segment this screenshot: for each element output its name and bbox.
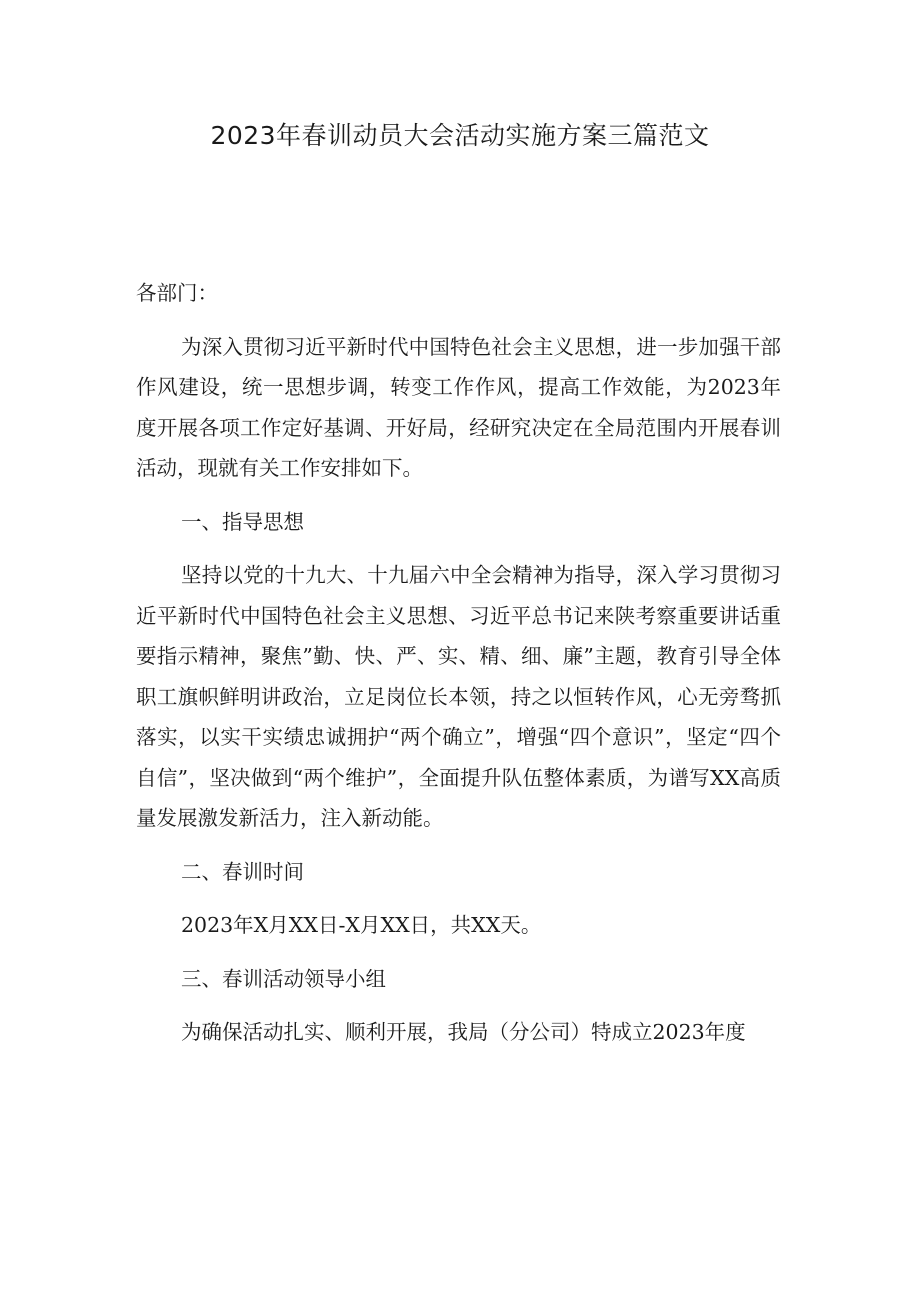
- section-heading-training-time: 二、春训时间: [181, 859, 304, 884]
- section-heading-leading-group: 三、春训活动领导小组: [181, 966, 386, 991]
- document-title: 2023年春训动员大会活动实施方案三篇范文: [210, 121, 710, 150]
- paragraph-intro: 为深入贯彻习近平新时代中国特色社会主义思想，进一步加强干部作风建设，统一思想步调，转变工作作风，提高工作效能，为2023年度开展各项工作定好基调、开好局，经研究决定在全局范围内开展春训活动，现就有关工作安排如下。: [136, 334, 781, 480]
- paragraph-training-time: 2023年X月XX日-X月XX日，共XX天。: [181, 913, 542, 937]
- section-heading-guiding-thought: 一、指导思想: [181, 509, 304, 534]
- document-body: [136, 273, 781, 1066]
- paragraph-guiding-thought: 坚持以党的十九大、十九届六中全会精神为指导，深入学习贯彻习近平新时代中国特色社会主义思想、习近平总书记来陕考察重要讲话重要指示精神，聚焦”勤、快、严、实、精、细、廉”主题，教育引导全体职工旗帜鲜明讲政治，立足岗位长本领，持之以恒转作风，心无旁骛抓落实，以实干实绩忠诚拥护“两个确立”，增强“四个意识”，坚定“四个自信”，坚决做到“两个维护”，全面提升队伍整体素质，为谱写XX高质量发展激发新活力，注入新动能。: [136, 563, 781, 830]
- salutation: 各部门：: [136, 281, 218, 305]
- paragraph-leading-group: 为确保活动扎实、顺利开展，我局（分公司）特成立2023年度: [181, 1020, 746, 1044]
